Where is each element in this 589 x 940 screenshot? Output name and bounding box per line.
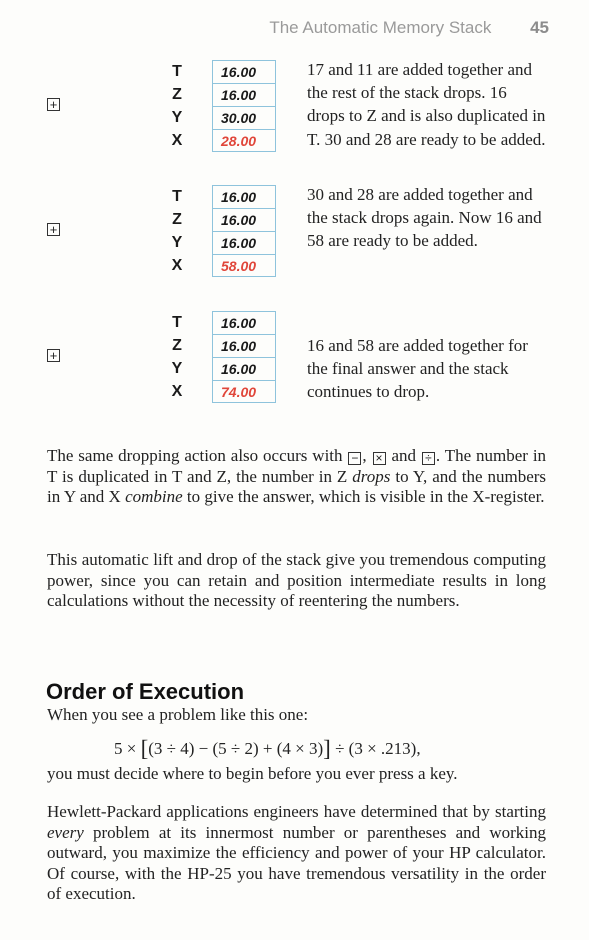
text-run: and xyxy=(391,446,416,465)
equation-part: ÷ (3 × .213), xyxy=(330,739,421,758)
bracket-close: ] xyxy=(323,736,331,761)
example-equation xyxy=(114,736,421,762)
register-label-x: X xyxy=(171,383,183,400)
text-run: , xyxy=(362,446,367,465)
register-label-t: T xyxy=(172,63,182,80)
multiply-key-icon: × xyxy=(373,452,386,465)
emphasis-text: drops xyxy=(352,466,391,486)
plus-key-icon: + xyxy=(47,223,60,236)
paragraph-innermost xyxy=(47,802,546,905)
register-x-value: 58.00 xyxy=(212,254,276,277)
register-label-y: Y xyxy=(171,360,183,377)
register-z-value: 16.00 xyxy=(212,83,276,106)
register-label-t: T xyxy=(172,314,182,331)
text-run: . The number in T is duplicated in T and Z, the number in Z xyxy=(47,446,547,486)
register-t-value: 16.00 xyxy=(212,60,276,83)
register-label-x: X xyxy=(171,132,183,149)
after-equation-text: you must decide where to begin before you ever press a key. xyxy=(47,764,458,783)
header-title: The Automatic Memory Stack xyxy=(269,18,492,37)
register-label-y: Y xyxy=(171,234,183,251)
text-run: Hewlett-Packard applications engineers have determined that by starting xyxy=(47,802,546,821)
register-label-x: X xyxy=(171,257,183,274)
page-number: 45 xyxy=(530,18,549,37)
plus-key-icon: + xyxy=(47,349,60,362)
text-run: problem at its innermost number or parentheses and working outward, you maximize the efficiency and power of your HP calculator. Of course, with the HP-25 you have tremendous versatility in the order of execution. xyxy=(47,822,547,903)
paragraph-stack-drop xyxy=(47,446,546,508)
register-y-value: 16.00 xyxy=(212,357,276,380)
register-label-z: Z xyxy=(172,337,182,354)
register-t-value: 16.00 xyxy=(212,185,276,208)
register-z-value: 16.00 xyxy=(212,208,276,231)
text-run: The same dropping action also occurs with xyxy=(47,446,343,465)
register-label-t: T xyxy=(172,188,182,205)
emphasis-text: every xyxy=(47,822,84,842)
equation-part: 5 × xyxy=(114,739,141,758)
register-x-value: 74.00 xyxy=(212,380,276,403)
section-intro: When you see a problem like this one: xyxy=(47,705,309,724)
text-run: to give the answer, which is visible in the X-register. xyxy=(186,487,545,506)
stack-description: 16 and 58 are added together for the final answer and the stack continues to drop. xyxy=(307,336,528,402)
stack-description: 17 and 11 are added together and the rest of the stack drops. 16 drops to Z and is also duplicated in T. 30 and 28 are ready to be added. xyxy=(307,60,546,149)
text-run: to Y, and the numbers in Y and X xyxy=(47,466,547,506)
plus-key-icon: + xyxy=(47,98,60,111)
section-heading: Order of Execution xyxy=(46,679,245,704)
register-x-value: 28.00 xyxy=(212,129,276,152)
register-y-value: 16.00 xyxy=(212,231,276,254)
stack-example-3 xyxy=(0,311,589,406)
emphasis-text: combine xyxy=(125,487,183,506)
paragraph-lift-drop: This automatic lift and drop of the stack give you tremendous computing power, since you can retain and position intermediate results in long calculations without the necessity of reentering the numbers. xyxy=(47,550,546,610)
register-z-value: 16.00 xyxy=(212,334,276,357)
bracket-open: [ xyxy=(140,736,149,761)
divide-key-icon: ÷ xyxy=(422,452,435,465)
register-y-value: 30.00 xyxy=(212,106,276,129)
register-label-z: Z xyxy=(172,211,182,228)
register-label-z: Z xyxy=(172,86,182,103)
stack-example-1 xyxy=(0,60,589,176)
register-label-y: Y xyxy=(171,109,183,126)
equation-part: (3 ÷ 4) − (5 ÷ 2) + (4 × 3) xyxy=(148,739,324,758)
minus-key-icon: − xyxy=(348,452,361,465)
page-header xyxy=(269,18,549,40)
stack-example-2 xyxy=(0,185,589,280)
stack-description: 30 and 28 are added together and the stack drops again. Now 16 and 58 are ready to be added. xyxy=(307,185,542,251)
register-t-value: 16.00 xyxy=(212,311,276,334)
